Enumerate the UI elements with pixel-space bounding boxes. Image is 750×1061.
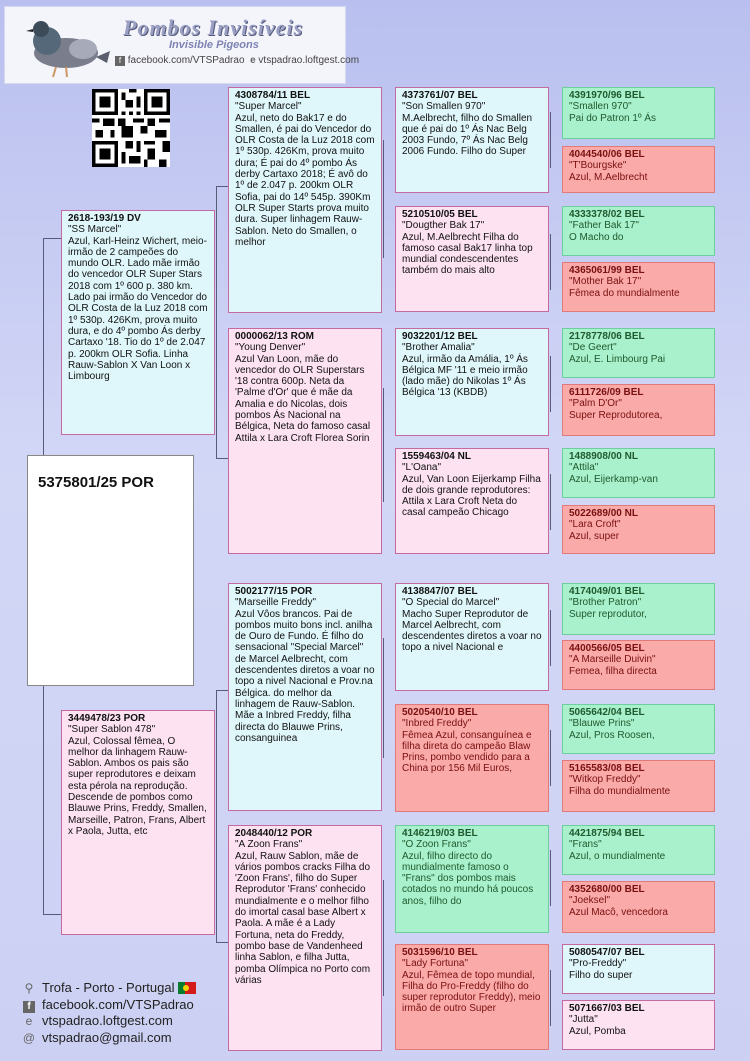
pigeon-name: "Brother Amalia" — [402, 342, 475, 354]
description: Azul, M.Aelbrecht Filha do famoso casal Bak17 linha top mundial condescendentes também do mais alto — [402, 231, 533, 277]
description: Filho do super — [569, 969, 633, 981]
description: Azul, Pomba — [569, 1025, 626, 1037]
pigeon-name: "Lara Croft" — [569, 519, 621, 531]
ring: 2178778/06 BEL — [569, 331, 645, 342]
gen4-box — [562, 206, 715, 256]
tree-line — [43, 238, 44, 455]
dam-ring: 3449478/23 POR — [68, 713, 146, 724]
ring: 5065642/04 BEL — [569, 707, 645, 718]
contact-location — [20, 980, 196, 997]
tree-line — [43, 914, 63, 915]
pigeon-name: "Joeksel" — [569, 895, 611, 907]
ring: 5071667/03 BEL — [569, 1003, 645, 1014]
description: Azul, Fêmea de topo mundial, Filha do Pro-Freddy (filho do super reprodutor Freddy), meio irmão de outro Super — [402, 969, 541, 1015]
pigeon-name: "Blauwe Prins" — [569, 718, 635, 730]
contact-site[interactable] — [20, 1013, 196, 1030]
ring: 4391970/96 BEL — [569, 90, 645, 101]
pigeon-name: "O Zoon Frans" — [402, 839, 471, 851]
site-link[interactable]: vtspadrao.loftgest.com — [42, 1013, 173, 1028]
tree-line — [383, 638, 384, 758]
tree-line — [383, 140, 384, 258]
tree-line — [550, 970, 551, 1026]
pigeon-name: "Smallen 970" — [569, 101, 632, 113]
contact-facebook[interactable] — [20, 997, 196, 1014]
ring: 5020540/10 BEL — [402, 707, 478, 718]
ring: 4138847/07 BEL — [402, 586, 478, 597]
gen3-box — [395, 944, 549, 1050]
pigeon-name: "Mother Bak 17" — [569, 276, 642, 288]
gen4-box — [562, 448, 715, 498]
brand-facebook[interactable]: facebook.com/VTSPadrao — [127, 55, 245, 66]
brand-subtitle: Invisible Pigeons — [169, 39, 259, 51]
dam-name: "Super Sablon 478" — [68, 724, 156, 736]
facebook-link[interactable]: facebook.com/VTSPadrao — [42, 996, 194, 1012]
ring: 4174049/01 BEL — [569, 586, 645, 597]
brand-header — [4, 6, 360, 84]
description: O Macho do — [569, 231, 624, 243]
ring: 5080547/07 BEL — [569, 947, 645, 958]
description: Azul Macô, vencedora — [569, 906, 668, 918]
ring: 5165583/08 BEL — [569, 763, 645, 774]
email-link[interactable]: vtspadrao@gmail.com — [42, 1029, 172, 1045]
description: Azul, E. Limbourg Pai — [569, 353, 666, 365]
gen3-box — [395, 704, 549, 812]
gen4-box — [562, 760, 715, 812]
description: Azul, neto do Bak17 e do Smallen, é pai do Vencedor do OLR Costa de la Luz 2018 com 1º 530p. 426Km, prova muito dura; É pai do 4º pombo Ás derby Cartaxo 2018; É avô do 1º de 2.047 p. 200km OLR Sofia, pai do 14º 545p. 390Km OLR Super Starts prova muito dura. Super linhagem Rauw-Sablon. Neto do Smallen, o melhor — [235, 112, 375, 248]
gen4-box — [562, 328, 715, 378]
brand-site[interactable]: vtspadrao.loftgest.com — [258, 55, 360, 66]
tree-line — [383, 880, 384, 996]
gen4-box — [562, 87, 715, 139]
ring: 9032201/12 BEL — [402, 331, 478, 342]
gen4-box — [562, 640, 715, 690]
description: Azul, irmão da Amália, 1º Ás Bélgica MF '11 e meio irmão (lado mãe) do Nikolas 1º Ás Bélgica '13 (KBDB) — [402, 353, 528, 399]
ring: 5210510/05 BEL — [402, 209, 478, 220]
tree-line — [550, 610, 551, 666]
pigeon-name: "A Marseille Duivin" — [569, 654, 656, 666]
description: Fêmea Azul, consanguínea e filha direta do campeão Blaw Prins, pombo vendido para a China por 156 Mil Euros, — [402, 729, 532, 775]
pigeon-name: "Jutta" — [569, 1014, 598, 1026]
gen3-box — [395, 87, 549, 193]
pigeon-name: "Attila" — [569, 462, 599, 474]
grandsire-paternal-box — [228, 87, 382, 313]
sire-ring: 2618-193/19 DV — [68, 213, 141, 224]
pigeon-logo — [11, 11, 111, 81]
sire-desc: Azul, Karl-Heinz Wichert, meio-irmão de 2 campeões do mundo OLR. Lado mãe irmão do vencedor OLR Super Stars 2018 com 1º 600 p. 380 km. Lado pai irmão do Vencedor do OLR Costa de la Luz 2018 com 1º 530p. 426Km, prova muito dura, e do 4º pombo Ás derby Cartaxo '18. Tio do 1º de 2.047 p. 200km OLR Sofia. Linha Rauw-Sablon X Van Loon x Limbourg — [68, 235, 208, 383]
description: Azul, super — [569, 530, 620, 542]
gen4-box — [562, 505, 715, 554]
pigeon-name: "Dougther Bak 17" — [402, 220, 485, 232]
description: Azul, Eijerkamp-van — [569, 473, 658, 485]
tree-line — [550, 356, 551, 412]
tree-line — [550, 234, 551, 290]
tree-line — [43, 238, 63, 239]
description: Azul Vôos brancos. Pai de pombos muito bons incl. anilha de Ouro de Fundo. É filho do sensacional "Special Marcel" de Marcel Aelbrecht, com descendentes diretos a voar no topo a nivel Nacional e Prov.na Bélgica. do melhor da linhagem de Rauw-Sablon. Mãe a Inbred Freddy, filha directa do Blauwe Prins, consanguinea — [235, 608, 375, 744]
ring: 4373761/07 BEL — [402, 90, 478, 101]
tree-line — [550, 850, 551, 906]
gen4-box — [562, 146, 715, 193]
description: Azul, o mundialmente — [569, 850, 666, 862]
ring: 1488908/00 NL — [569, 451, 638, 462]
facebook-icon: f — [115, 56, 125, 66]
gen4-box — [562, 944, 715, 994]
gen4-box — [562, 1000, 715, 1050]
pigeon-name: "O Special do Marcel" — [402, 597, 500, 609]
gen4-box — [562, 262, 715, 312]
gen3-box — [395, 328, 549, 436]
description: Filha do mundialmente — [569, 785, 671, 797]
sire-box — [61, 210, 215, 435]
subject-ring: 5375801/25 POR — [38, 474, 154, 491]
contact-block — [20, 980, 196, 1046]
pigeon-name: "Son Smallen 970" — [402, 101, 486, 113]
pigeon-name: "T'Bourgske" — [569, 160, 627, 172]
gen3-box — [395, 206, 549, 312]
gen4-box — [562, 384, 715, 436]
ring: 2048440/12 POR — [235, 828, 313, 839]
ring: 5031596/10 BEL — [402, 947, 478, 958]
email-at-icon: @ — [22, 1030, 36, 1045]
pigeon-name: "Pro-Freddy" — [569, 958, 627, 970]
tree-line — [216, 690, 217, 942]
location-pin-icon: ⚲ — [24, 981, 34, 995]
facebook-icon: f — [20, 997, 38, 1014]
ring: 4308784/11 BEL — [235, 90, 311, 101]
ring: 6111726/09 BEL — [569, 387, 644, 398]
description: Azul Van Loon, mãe do vencedor do OLR Superstars '18 contra 600p. Neta da 'Palme d'Or' que é mãe da Amalia e do Nicolas, dois pombos Ás Nacional na Bélgica, Neta do famoso casal Attila x Lara Croft Florea Sorin — [235, 353, 371, 444]
pigeon-name: "Inbred Freddy" — [402, 718, 472, 730]
gen4-box — [562, 704, 715, 754]
description: Azul, M.Aelbrecht — [569, 171, 648, 183]
description: Azul, Pros Roosen, — [569, 729, 655, 741]
ring: 4146219/03 BEL — [402, 828, 478, 839]
pigeon-name: "Marseille Freddy" — [235, 597, 317, 609]
gen4-box — [562, 825, 715, 875]
description: Azul, Van Loon Eijerkamp Filha de dois grande reprodutores: Attila x Lara Croft Neta do casal campeão Chicago — [402, 473, 541, 519]
gen4-box — [562, 583, 715, 635]
description: Azul, Rauw Sablon, mãe de vários pombos cracks Filha do 'Zoon Frans', filho do Super Reprodutor 'Frans' conhecido mundialmente e o melhor filho do imortal casal base Albert x Paola. A mãe é a Lady Fortuna, neta do Freddy, pombo base de Vandenheed linha Sablon, e filha Jutta, pomba Olímpica no Porto com várias — [235, 850, 371, 986]
description: Fêmea do mundialmente — [569, 287, 680, 299]
description: Super reprodutor, — [569, 608, 647, 620]
ring: 5022689/00 NL — [569, 508, 638, 519]
pigeon-name: "L'Oana" — [402, 462, 442, 474]
portugal-flag-icon — [178, 982, 196, 994]
dam-box — [61, 710, 215, 935]
tree-line — [550, 730, 551, 786]
pigeon-name: "Father Bak 17" — [569, 220, 639, 232]
pigeon-name: "Young Denver" — [235, 342, 306, 354]
description: Azul, filho directo do mundialmente famoso o "Frans" dos pombos mais cotados no mundo há poucos anos, filho do — [402, 850, 534, 907]
gen3-box — [395, 583, 549, 691]
contact-email[interactable] — [20, 1030, 196, 1047]
tree-line — [550, 112, 551, 168]
pigeon-name: "Lady Fortuna" — [402, 958, 469, 970]
tree-line — [216, 186, 217, 458]
brand-title: Pombos Invisíveis — [123, 15, 304, 40]
pigeon-name: "A Zoon Frans" — [235, 839, 303, 851]
subject-box — [27, 455, 194, 686]
grandsire-maternal-box — [228, 583, 382, 811]
pigeon-name: "Frans" — [569, 839, 602, 851]
pigeon-name: "De Geert" — [569, 342, 617, 354]
brand-links — [115, 55, 359, 66]
description: Femea, filha directa — [569, 665, 657, 677]
tree-line — [383, 388, 384, 502]
ring: 0000062/13 ROM — [235, 331, 314, 342]
ring: 1559463/04 NL — [402, 451, 471, 462]
web-icon: e — [25, 1014, 33, 1028]
ring: 4421875/94 BEL — [569, 828, 645, 839]
pigeon-name: "Palm D'Or" — [569, 398, 622, 410]
granddam-paternal-box — [228, 328, 382, 554]
ring: 4365061/99 BEL — [569, 265, 645, 276]
gen3-box — [395, 825, 549, 933]
tree-line — [550, 474, 551, 530]
gen4-box — [562, 881, 715, 933]
pigeon-name: "Super Marcel" — [235, 101, 302, 113]
ring: 4044540/06 BEL — [569, 149, 645, 160]
pigeon-name: "Brother Patron" — [569, 597, 642, 609]
ring: 5002177/15 POR — [235, 586, 313, 597]
sire-name: "SS Marcel" — [68, 224, 122, 236]
description: Super Reprodutorea, — [569, 409, 663, 421]
qr-code — [92, 89, 170, 167]
web-icon: e — [250, 55, 256, 66]
location-text: Trofa - Porto - Portugal — [42, 980, 175, 995]
description: Pai do Patron 1º Ás — [569, 112, 657, 124]
description: Macho Super Reprodutor de Marcel Aelbrecht, com descendentes diretos a voar no topo a nivel Nacional e — [402, 608, 542, 654]
dam-desc: Azul, Colossal fêmea, O melhor da linhagem Rauw-Sablon. Ambos os pais são super reprodutores e deixam esta pérola na reprodução. Descende de pombos como Blauwe Prins, Freddy, Smallen, Marseille, Patron, Frans, Albert x Paola, Jutta, etc — [68, 735, 207, 837]
granddam-maternal-box — [228, 825, 382, 1051]
ring: 4333378/02 BEL — [569, 209, 645, 220]
description: M.Aelbrecht, filho do Smallen que é pai do 1º Ás Nac Belg 2003 Fundo, 7º Ás Nac Belg 2006 Fundo. Filho do Super — [402, 112, 533, 158]
pigeon-name: "Witkop Freddy" — [569, 774, 641, 786]
ring: 4400566/05 BEL — [569, 643, 645, 654]
gen3-box — [395, 448, 549, 554]
tree-line — [43, 684, 44, 914]
ring: 4352680/00 BEL — [569, 884, 645, 895]
